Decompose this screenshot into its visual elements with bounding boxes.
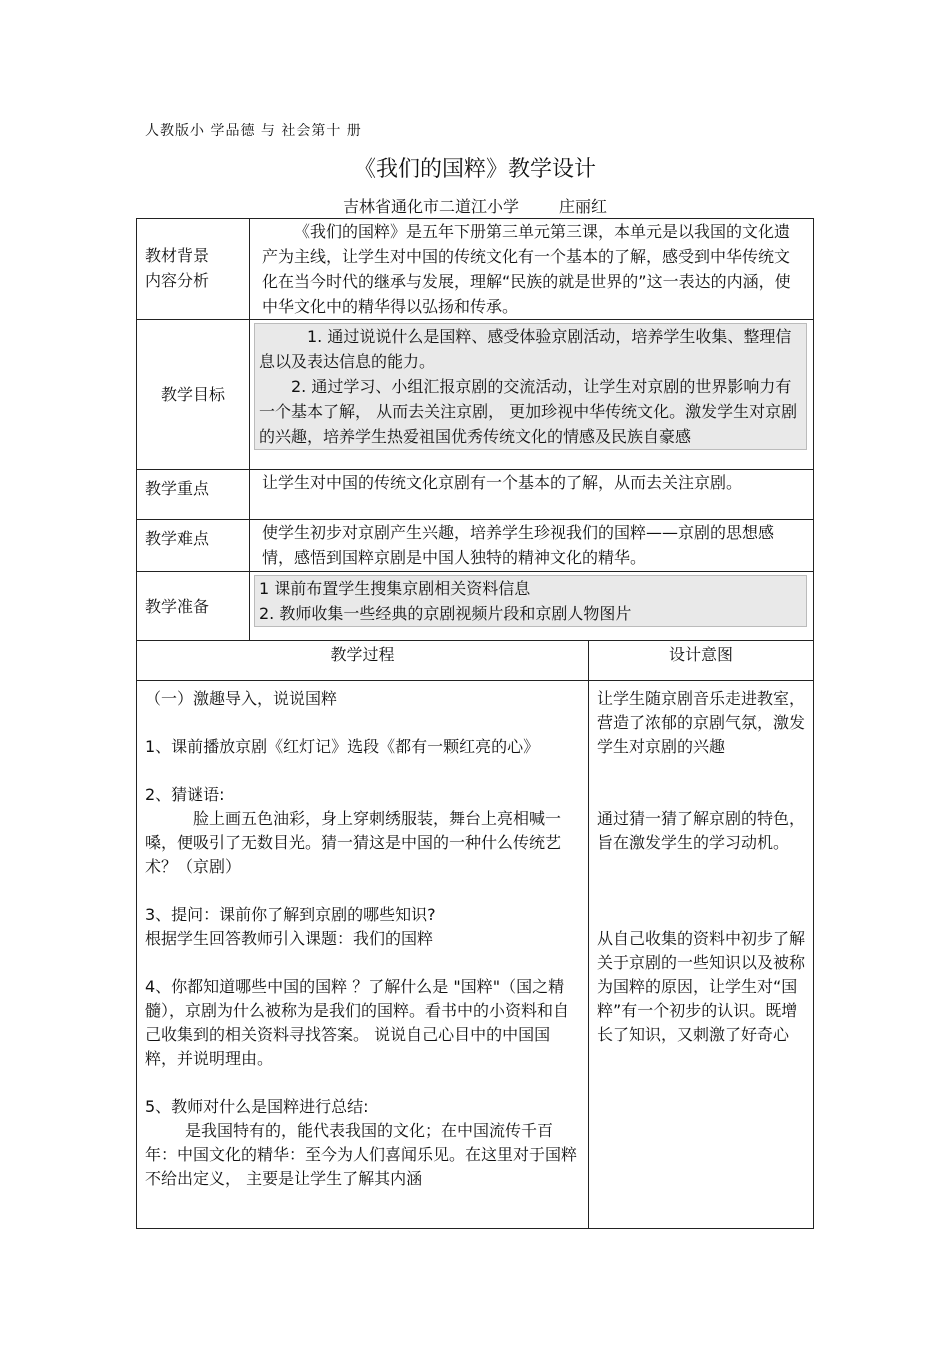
step-2-text: 脸上画五色油彩，身上穿刺绣服装，舞台上亮相喊一嗓，便吸引了无数目光。猜一猜这是中国的一种什么传统艺术？（京剧）: [145, 809, 562, 876]
document-title: 《我们的国粹》教学设计: [353, 157, 596, 182]
goals-label-cell: [137, 320, 250, 470]
preparation-label-cell: [137, 572, 250, 641]
difficulties-row: [137, 520, 814, 572]
book-series-line: 人教版小 学品德 与 社会第十 册: [145, 123, 362, 139]
intent-body-cell: [589, 681, 814, 1229]
step-2-title: 2、猜谜语:: [145, 785, 225, 804]
key-points-label: 教学重点: [145, 479, 210, 498]
process-body-row: [137, 681, 814, 1229]
key-points-text: 让学生对中国的传统文化京剧有一个基本的了解，从而去关注京剧。: [262, 473, 743, 492]
intent-2: 通过猜一猜了解京剧的特色，旨在激发学生的学习动机。: [597, 809, 806, 852]
process-header: 教学过程: [330, 645, 395, 664]
section-1-heading: （一）激趣导入，说说国粹: [145, 689, 338, 708]
difficulties-label-cell: [137, 520, 250, 572]
step-5-title: 5、教师对什么是国粹进行总结:: [145, 1097, 369, 1116]
difficulties-text: 使学生初步对京剧产生兴趣，培养学生珍视我们的国粹——京剧的思想感情，感悟到国粹京剧是中国人独特的精神文化的精华。: [262, 523, 775, 567]
process-body-cell: [137, 681, 589, 1229]
teaching-process-table: [136, 640, 814, 1229]
background-label-line2: 内容分析: [145, 271, 210, 290]
background-label-line1: 教材背景: [145, 246, 210, 265]
intent-1: 让学生随京剧音乐走进教室，营造了浓郁的京剧气氛，激发学生对京剧的兴趣: [597, 689, 806, 756]
preparation-shaded-box: [254, 575, 807, 627]
goals-content-cell: [250, 320, 814, 470]
step-3-line-1: 3、提问：课前你了解到京剧的哪些知识?: [145, 905, 436, 924]
lesson-info-table: [136, 218, 814, 641]
goal-2-text: 2. 通过学习、小组汇报京剧的交流活动，让学生对京剧的世界影响力有一个基本了解， 从而去关注京剧， 更加珍视中华传统文化。激发学生对京剧的兴趣，培养学生热爱祖国优秀传统文化的情感及民族自豪感: [259, 377, 798, 446]
preparation-content-cell: [250, 572, 814, 641]
intent-header: 设计意图: [668, 645, 733, 664]
preparation-item-1: 1 课前布置学生搜集京剧相关资料信息: [259, 579, 531, 598]
key-points-content-cell: [250, 470, 814, 520]
difficulties-label: 教学难点: [145, 529, 210, 548]
goal-1-text: 1. 通过说说什么是国粹、感受体验京剧活动，培养学生收集、整理信息以及表达信息的能力。: [259, 327, 792, 371]
background-row: [137, 219, 814, 320]
intent-header-cell: [589, 641, 814, 681]
intent-3: 从自己收集的资料中初步了解关于京剧的一些知识以及被称为国粹的原因，让学生对“国粹”有一个初步的认识。既增长了知识，又刺激了好奇心: [597, 929, 806, 1044]
goals-shaded-box: [254, 323, 807, 450]
process-header-row: [137, 641, 814, 681]
goals-row: [137, 320, 814, 470]
background-text: 《我们的国粹》是五年下册第三单元第三课，本单元是以我国的文化遗产为主线，让学生对中国的传统文化有一个基本的了解，感受到中华传统文化在当今时代的继承与发展，理解“民族的就是世界的”这一表达的内涵，使中华文化中的精华得以弘扬和传承。: [262, 222, 791, 316]
goals-label: 教学目标: [160, 385, 225, 404]
preparation-row: [137, 572, 814, 641]
step-1: 1、课前播放京剧《红灯记》选段《都有一颗红亮的心》: [145, 737, 540, 756]
step-5-text: 是我国特有的，能代表我国的文化；在中国流传千百年：中国文化的精华：至今为人们喜闻乐见。在这里对于国粹不给出定义， 主要是让学生了解其内涵: [145, 1121, 578, 1188]
difficulties-content-cell: [250, 520, 814, 572]
key-points-row: [137, 470, 814, 520]
step-3-line-2: 根据学生回答教师引入课题：我们的国粹: [145, 929, 434, 948]
school-name: 吉林省通化市二道江小学: [342, 197, 519, 216]
teacher-name: 庄丽红: [559, 197, 608, 216]
background-label-cell: [137, 219, 250, 320]
background-content-cell: [250, 219, 814, 320]
step-4: 4、你都知道哪些中国的国粹 ？了解什么是 "国粹"（国之精髓），京剧为什么被称为是我们的国粹。看书中的小资料和自己收集到的相关资料寻找答案。 说说自己心目中的中国国粹，并说明理由。: [145, 977, 570, 1068]
author-line: [0, 194, 950, 217]
preparation-label: 教学准备: [145, 596, 210, 616]
process-header-cell: [137, 641, 589, 681]
preparation-item-2: 2. 教师收集一些经典的京剧视频片段和京剧人物图片: [259, 604, 632, 623]
key-points-label-cell: [137, 470, 250, 520]
